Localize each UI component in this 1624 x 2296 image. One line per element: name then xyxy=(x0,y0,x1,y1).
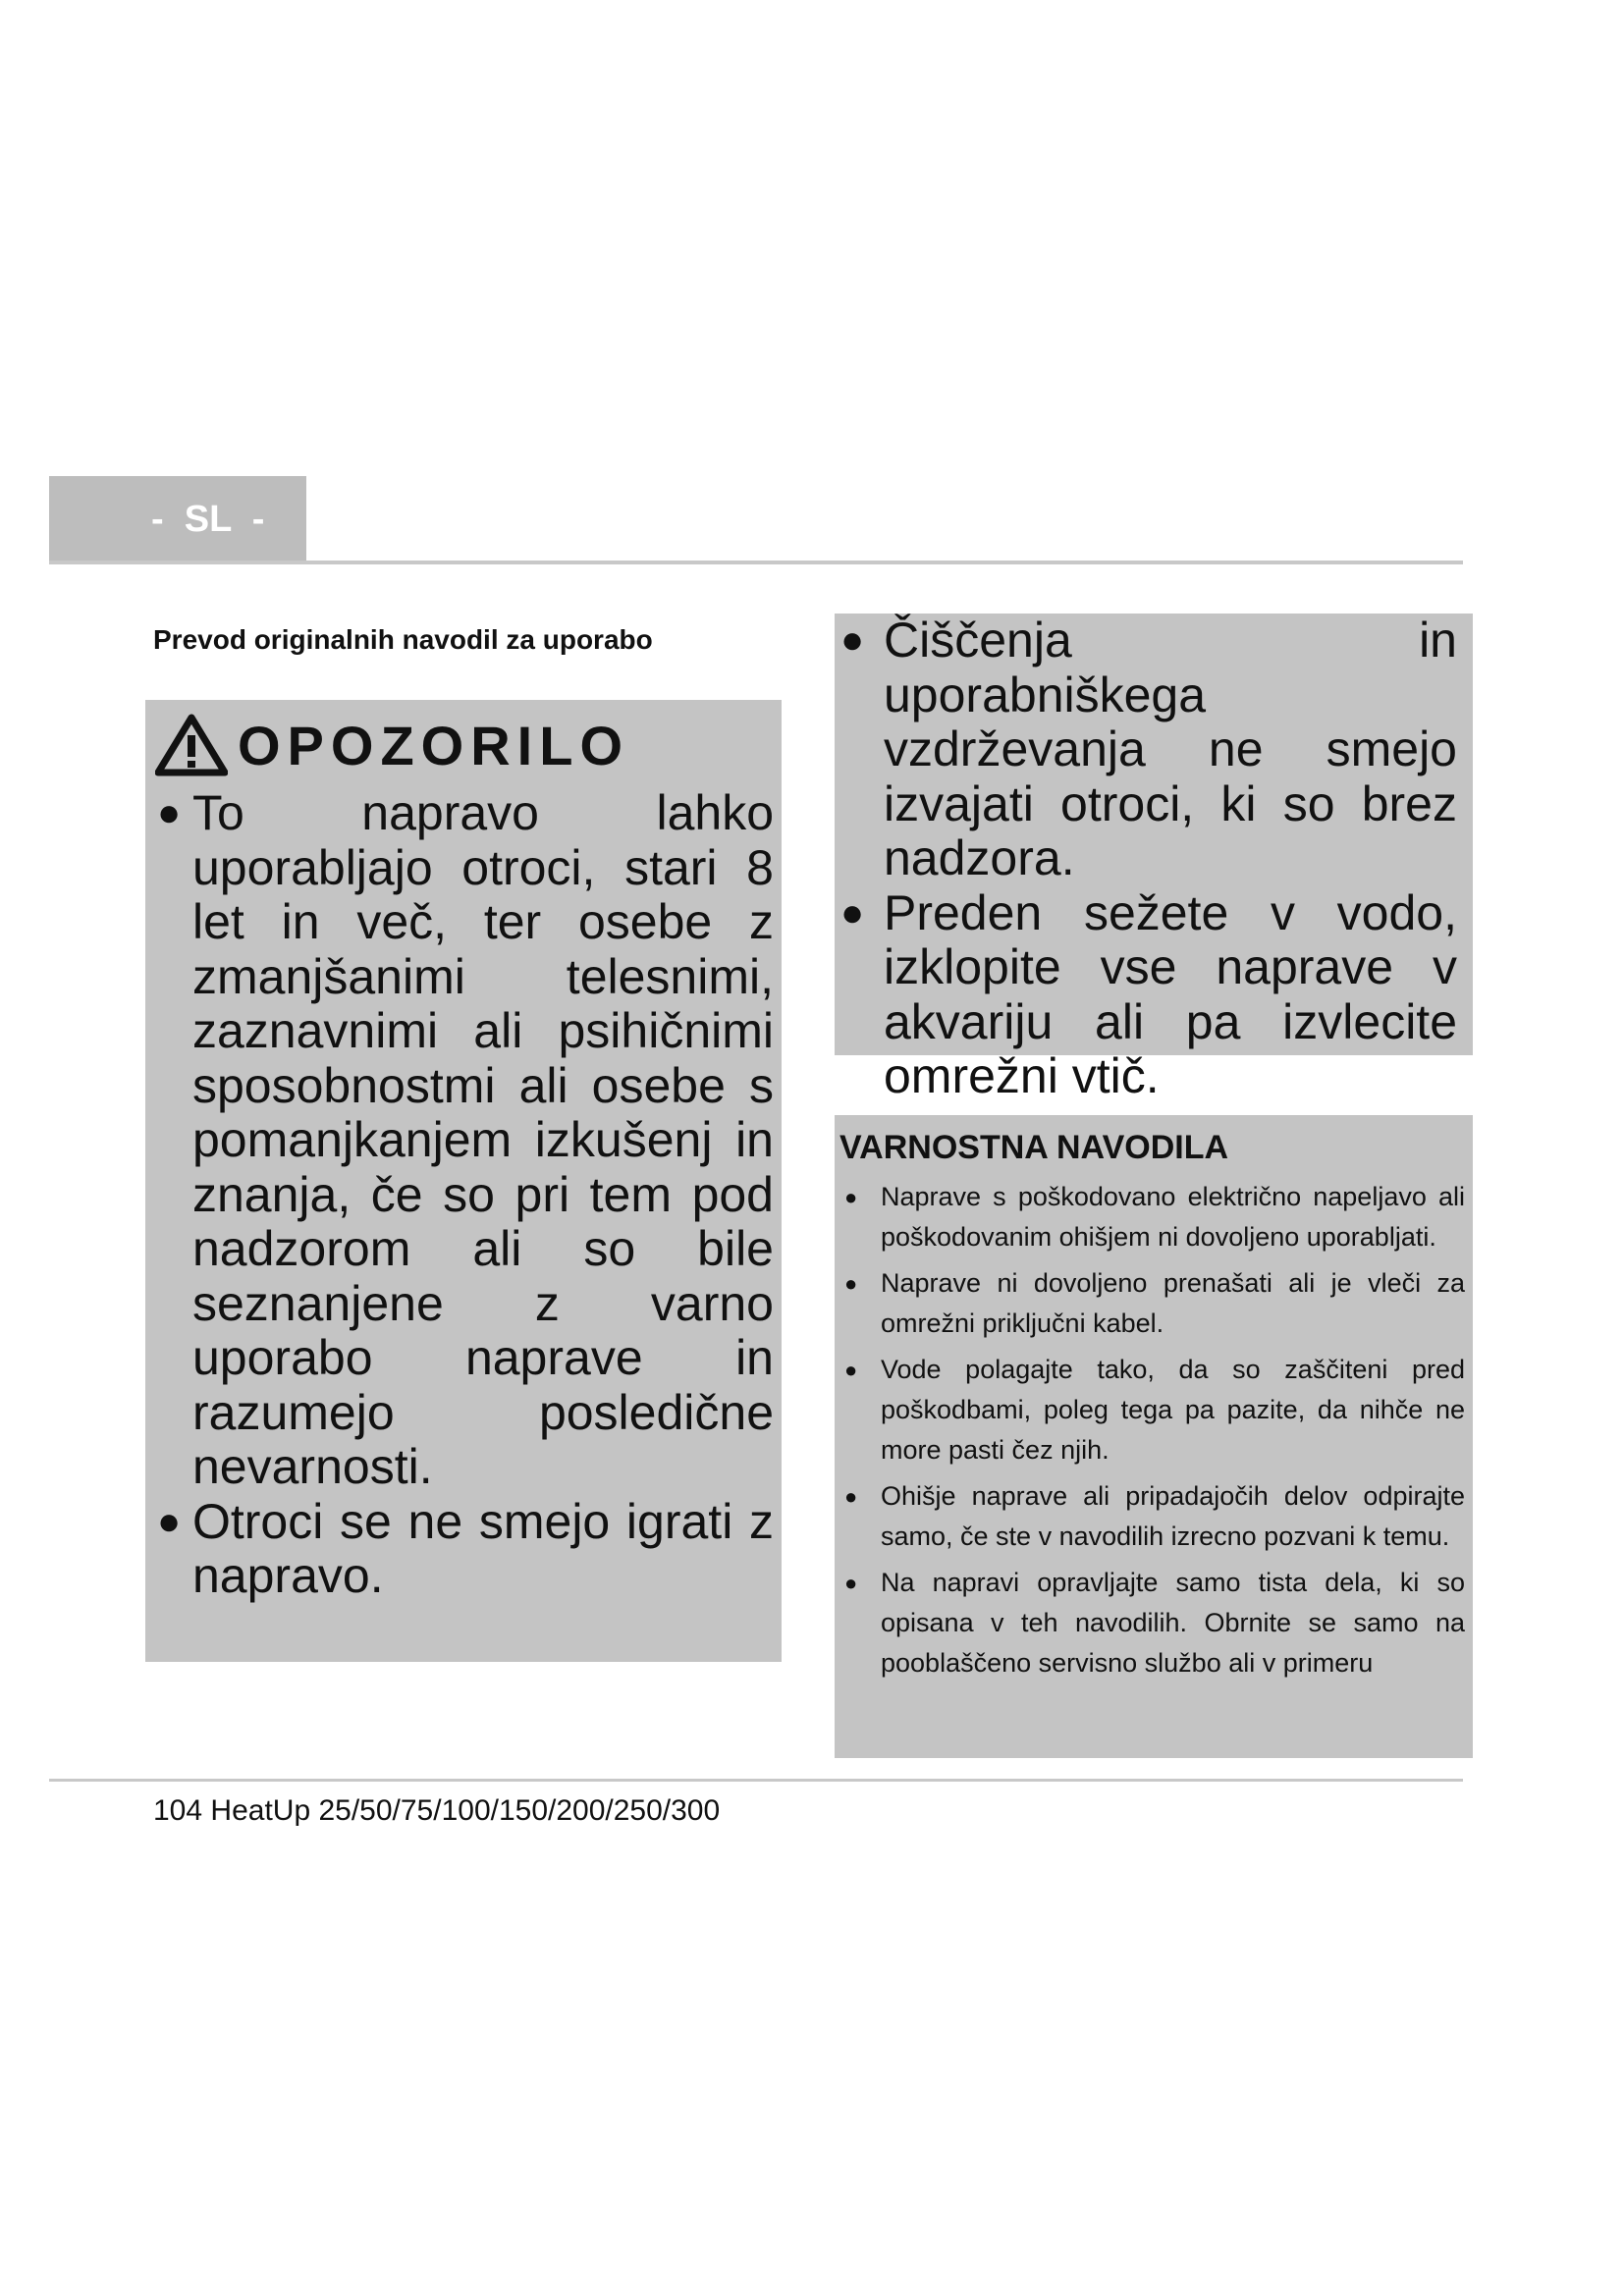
header-divider xyxy=(49,561,1463,564)
bullet-icon: ● xyxy=(844,1271,858,1296)
safety-box xyxy=(835,1115,1473,1758)
cleaning-item-text: Preden sežete v vodo, izklopite vse naprave v akvariju ali pa izvlecite omrežni vtič. xyxy=(884,884,1457,1103)
warning-heading xyxy=(155,710,782,780)
safety-item xyxy=(839,1177,1465,1257)
product-name: HeatUp 25/50/75/100/150/200/250/300 xyxy=(210,1794,721,1827)
safety-item xyxy=(839,1263,1465,1344)
warning-triangle-icon xyxy=(155,714,228,776)
warning-box xyxy=(145,700,782,1662)
page-number: 104 xyxy=(153,1794,203,1827)
cleaning-box xyxy=(835,613,1473,1103)
bullet-icon: ● xyxy=(844,1484,858,1509)
warning-title: OPOZORILO xyxy=(238,714,629,776)
warning-item-text: Otroci se ne smejo igrati z napravo. xyxy=(192,1493,774,1603)
safety-title: VARNOSTNA NAVODILA xyxy=(839,1129,1229,1166)
warning-item xyxy=(155,786,782,1495)
bullet-icon: ● xyxy=(844,1571,858,1595)
warning-list xyxy=(155,786,782,1604)
bullet-icon: ● xyxy=(844,1185,858,1209)
safety-item-text: Ohišje naprave ali pripadajočih delov odpirajte samo, če ste v navodilih izrecno pozvani k temu. xyxy=(881,1481,1465,1551)
cleaning-item-text: Čiščenja in uporabniškega vzdrževanja ne smejo izvajati otroci, ki so brez nadzora. xyxy=(884,613,1457,885)
bullet-icon: ● xyxy=(840,618,865,662)
bullet-icon: ● xyxy=(157,1499,182,1543)
safety-list xyxy=(839,1177,1465,1683)
cleaning-item xyxy=(839,886,1465,1104)
cleaning-list xyxy=(839,614,1465,1104)
safety-item-text: Vode polagajte tako, da so zaščiteni pred poškodbami, poleg tega pa pazite, da nihče ne more pasti čez njih. xyxy=(881,1355,1465,1465)
safety-item xyxy=(839,1563,1465,1683)
bullet-icon: ● xyxy=(840,890,865,934)
document-title: Prevod originalnih navodil za uporabo xyxy=(153,624,653,655)
safety-item xyxy=(839,1350,1465,1470)
page-footer xyxy=(153,1794,720,1828)
bullet-icon: ● xyxy=(844,1358,858,1382)
cleaning-item xyxy=(839,614,1465,886)
bullet-icon: ● xyxy=(157,791,182,834)
safety-item-text: Naprave s poškodovano električno napeljavo ali poškodovanim ohišjem ni dovoljeno uporabljati. xyxy=(881,1182,1465,1252)
warning-item xyxy=(155,1495,782,1604)
warning-item-text: To napravo lahko uporabljajo otroci, stari 8 let in več, ter osebe z zmanjšanimi telesnimi, zaznavnimi ali psihičnimi sposobnostmi ali osebe s pomanjkanjem izkušenj in znanja, če so pri tem pod nadzorom ali so bile seznanjene z varno uporabo naprave in razumejo posledične nevarnosti. xyxy=(192,785,774,1494)
safety-item-text: Naprave ni dovoljeno prenašati ali je vleči za omrežni priključni kabel. xyxy=(881,1268,1465,1338)
footer-divider xyxy=(49,1779,1463,1782)
safety-item xyxy=(839,1476,1465,1557)
safety-item-text: Na napravi opravljajte samo tista dela, ki so opisana v teh navodilih. Obrnite se samo na pooblaščeno servisno službo ali v primeru xyxy=(881,1568,1465,1678)
language-tab: - SL - xyxy=(49,476,306,562)
